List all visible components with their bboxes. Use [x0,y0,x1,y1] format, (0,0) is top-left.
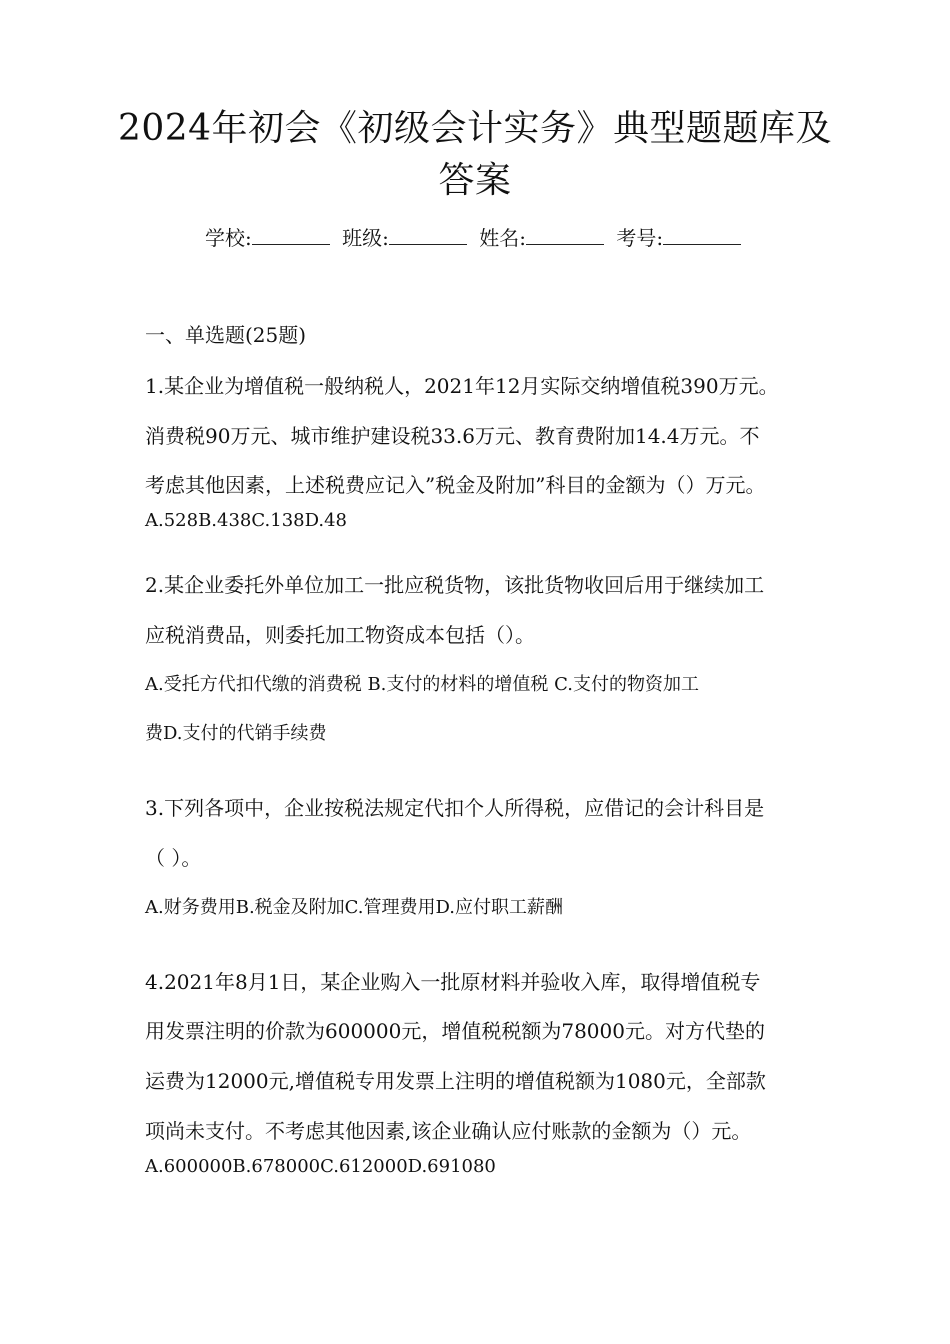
school-label: 学校: [205,226,252,250]
question-line: 应税消费品，则委托加工物资成本包括（）。 [145,623,535,647]
answer-options: A.528B.438C.138D.48 [145,510,348,531]
answer-options: A.600000B.678000C.612000D.691080 [145,1156,496,1177]
answer-options: A.受托方代扣代缴的消费税 B.支付的材料的增值税 C.支付的物资加工 [145,674,699,695]
student-info-row [205,222,805,254]
section-heading: 一、单选题(25题) [145,323,307,347]
class-blank[interactable] [389,226,467,245]
question-line: 考虑其他因素，上述税费应记入”税金及附加”科目的金额为（）万元。 [145,473,766,497]
question-line: 4.2021年8月1日，某企业购入一批原材料并验收入库，取得增值税专 [145,970,761,994]
doc-title-line2: 答案 [438,160,512,201]
number-label: 考号: [616,226,664,250]
question-line: 用发票注明的价款为600000元，增值税税额为78000元。对方代垫的 [145,1019,765,1043]
answer-options: A.财务费用B.税金及附加C.管理费用D.应付职工薪酬 [145,897,564,918]
question-line: 3.下列各项中，企业按税法规定代扣个人所得税，应借记的会计科目是 [145,796,765,820]
doc-title-line1: 2024年初会《初级会计实务》典型题题库及 [117,108,833,149]
question-line: 消费税90万元、城市维护建设税33.6万元、教育费附加14.4万元。不 [145,424,760,448]
name-blank[interactable] [526,226,604,245]
number-blank[interactable] [663,226,741,245]
question-line: 运费为12000元,增值税专用发票上注明的增值税额为1080元，全部款 [145,1069,766,1093]
answer-options: 费D.支付的代销手续费 [145,723,327,744]
question-line: （ ）。 [145,846,202,870]
question-line: 1.某企业为增值税一般纳税人，2021年12月实际交纳增值税390万元。 [145,374,779,398]
question-line: 项尚未支付。不考虑其他因素,该企业确认应付账款的金额为（）元。 [145,1119,752,1143]
school-blank[interactable] [252,226,330,245]
name-label: 姓名: [479,226,526,250]
class-label: 班级: [342,226,389,250]
question-line: 2.某企业委托外单位加工一批应税货物，该批货物收回后用于继续加工 [145,573,765,597]
